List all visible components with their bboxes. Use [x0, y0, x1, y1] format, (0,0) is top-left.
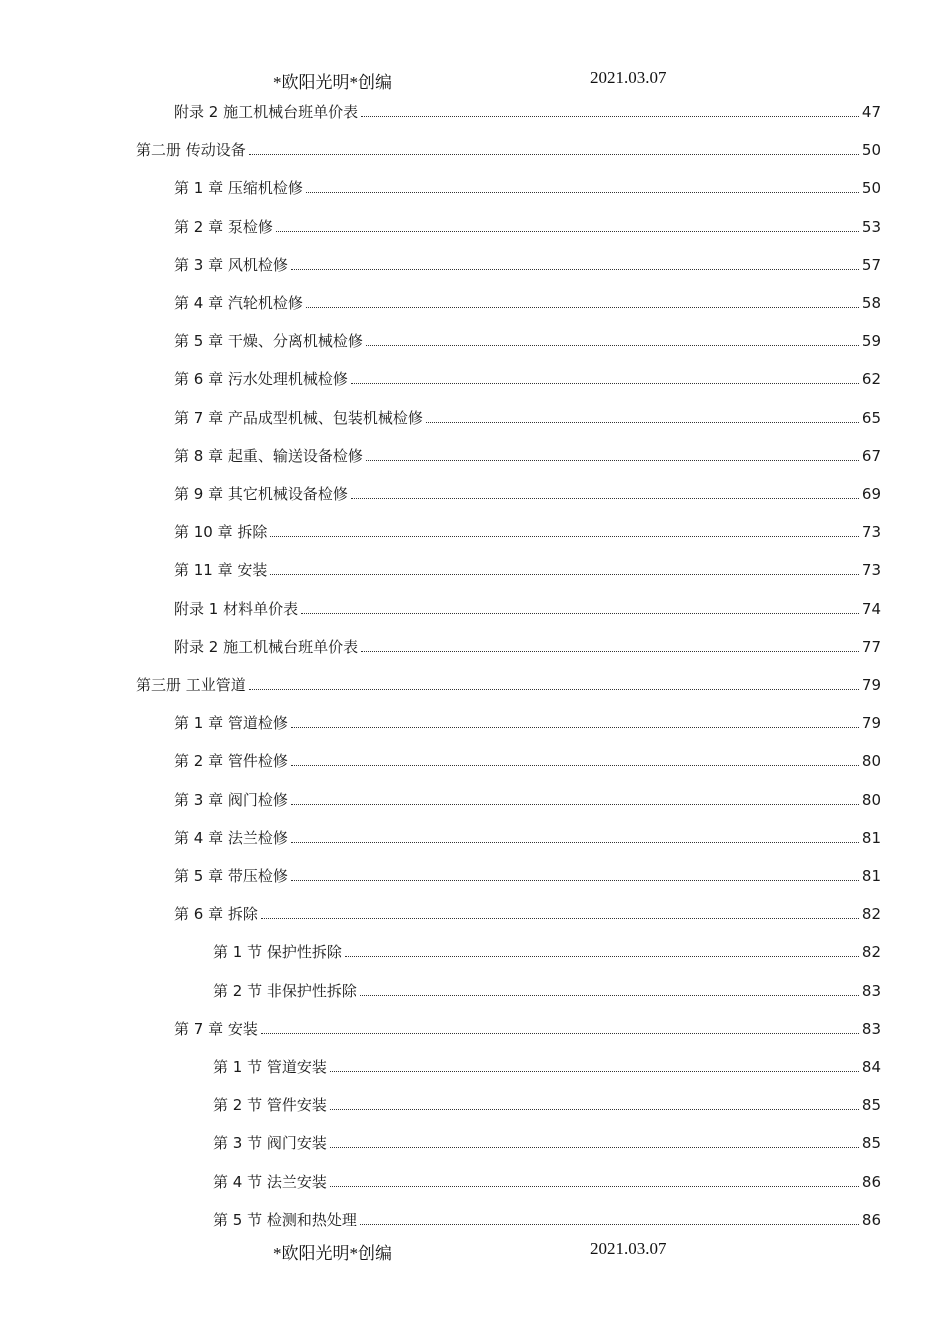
toc-dot-leader — [366, 460, 859, 461]
toc-entry — [174, 706, 881, 732]
toc-entry — [213, 935, 881, 961]
toc-dot-leader — [351, 383, 859, 384]
toc-dot-leader — [366, 345, 859, 346]
toc-entry-title: 第 7 章 产品成型机械、包装机械检修 — [174, 408, 423, 427]
toc-dot-leader — [249, 154, 859, 155]
toc-entry-page: 82 — [861, 905, 881, 924]
toc-entry-title: 附录 1 材料单价表 — [174, 599, 299, 618]
toc-entry-page: 59 — [861, 332, 881, 351]
toc-entry — [174, 171, 881, 197]
toc-entry — [174, 859, 881, 885]
toc-entry — [174, 1012, 881, 1038]
toc-entry — [174, 515, 881, 541]
toc-entry-title: 第 2 节 管件安装 — [213, 1096, 327, 1115]
toc-entry-title: 第 3 节 阀门安装 — [213, 1134, 327, 1153]
toc-entry-title: 第 5 节 检测和热处理 — [213, 1210, 357, 1229]
toc-dot-leader — [361, 116, 859, 117]
toc-entry — [174, 362, 881, 388]
toc-dot-leader — [330, 1186, 859, 1187]
toc-dot-leader — [261, 1033, 859, 1034]
toc-entry-page: 73 — [861, 561, 881, 580]
header-date: 2021.03.07 — [590, 68, 667, 87]
toc-entry — [174, 95, 881, 121]
toc-dot-leader — [301, 613, 859, 614]
page-footer — [0, 1235, 950, 1265]
toc-entry-title: 附录 2 施工机械台班单价表 — [174, 103, 359, 121]
toc-entry — [136, 133, 881, 159]
toc-dot-leader — [291, 727, 859, 728]
toc-entry-title: 第二册 传动设备 — [136, 141, 246, 160]
toc-entry — [174, 553, 881, 579]
toc-entry-page: 74 — [861, 599, 881, 618]
toc-entry-title: 第 6 章 拆除 — [174, 905, 258, 924]
page-header — [0, 64, 950, 94]
toc-entry-page: 84 — [861, 1058, 881, 1076]
toc-entry — [174, 744, 881, 770]
toc-entry-title: 第 6 章 污水处理机械检修 — [174, 370, 348, 389]
toc-entry-title: 第 7 章 安装 — [174, 1019, 258, 1038]
toc-entry-page: 86 — [861, 1210, 881, 1229]
toc-entry-page: 85 — [861, 1134, 881, 1153]
toc-entry-title: 第 1 章 压缩机检修 — [174, 179, 303, 198]
toc-entry-page: 81 — [861, 828, 881, 847]
header-author: *欧阳光明*创编 — [273, 73, 392, 92]
toc-entry — [174, 897, 881, 923]
toc-dot-leader — [291, 765, 859, 766]
toc-entry — [174, 630, 881, 656]
toc-entry-page: 73 — [861, 523, 881, 542]
toc-entry-title: 第 9 章 其它机械设备检修 — [174, 485, 348, 503]
toc-entry — [174, 592, 881, 618]
toc-entry — [213, 1126, 881, 1152]
toc-entry-page: 62 — [861, 370, 881, 389]
toc-entry — [136, 668, 881, 694]
toc-entry-title: 第 4 章 法兰检修 — [174, 828, 288, 847]
toc-entry-page: 47 — [861, 103, 881, 121]
toc-entry — [174, 477, 881, 503]
toc-dot-leader — [360, 995, 859, 996]
toc-entry-page: 69 — [861, 485, 881, 503]
toc-entry-page: 83 — [861, 981, 881, 1000]
toc-entry-title: 第 8 章 起重、输送设备检修 — [174, 446, 363, 465]
toc-entry-page: 85 — [861, 1096, 881, 1115]
footer-author: *欧阳光明*创编 — [273, 1244, 392, 1263]
toc-entry-title: 第 2 章 管件检修 — [174, 752, 288, 771]
toc-dot-leader — [270, 536, 859, 537]
toc-entry — [174, 324, 881, 350]
toc-entry — [174, 248, 881, 274]
toc-entry-page: 50 — [861, 141, 881, 160]
toc-dot-leader — [330, 1109, 859, 1110]
toc-entry — [213, 974, 881, 1000]
toc-entry-page: 57 — [861, 255, 881, 274]
toc-entry — [174, 439, 881, 465]
toc-entry — [174, 286, 881, 312]
toc-entry-title: 第 1 章 管道检修 — [174, 714, 288, 733]
toc-entry-page: 83 — [861, 1019, 881, 1038]
toc-entry-title: 第 4 节 法兰安装 — [213, 1172, 327, 1191]
toc-dot-leader — [330, 1147, 859, 1148]
toc-entry — [213, 1050, 881, 1076]
toc-entry-page: 67 — [861, 446, 881, 465]
toc-dot-leader — [360, 1224, 859, 1225]
toc-entry-title: 第 5 章 带压检修 — [174, 867, 288, 885]
toc-entry-page: 58 — [861, 294, 881, 312]
toc-entry-page: 80 — [861, 790, 881, 809]
toc-dot-leader — [306, 192, 859, 193]
toc-entry-page: 79 — [861, 676, 881, 694]
toc-entry-page: 82 — [861, 943, 881, 962]
toc-entry — [174, 401, 881, 427]
toc-dot-leader — [249, 689, 859, 690]
toc-entry-page: 79 — [861, 714, 881, 733]
footer-date: 2021.03.07 — [590, 1239, 667, 1258]
toc-dot-leader — [270, 574, 859, 575]
toc-entry-title: 第 5 章 干燥、分离机械检修 — [174, 332, 363, 351]
toc-dot-leader — [261, 918, 859, 919]
toc-dot-leader — [306, 307, 859, 308]
toc-dot-leader — [361, 651, 859, 652]
toc-dot-leader — [351, 498, 859, 499]
toc-entry-page: 81 — [861, 867, 881, 885]
toc-entry-title: 第 1 节 管道安装 — [213, 1058, 327, 1076]
toc-entry — [213, 1165, 881, 1191]
toc-dot-leader — [426, 422, 859, 423]
toc-dot-leader — [330, 1071, 859, 1072]
toc-entry-title: 第 4 章 汽轮机检修 — [174, 294, 303, 312]
toc-entry — [213, 1088, 881, 1114]
toc-entry — [174, 210, 881, 236]
toc-entry-title: 第三册 工业管道 — [136, 676, 246, 694]
toc-entry-page: 77 — [861, 637, 881, 656]
toc-dot-leader — [291, 880, 859, 881]
toc-entry — [213, 1203, 881, 1229]
toc-entry-page: 65 — [861, 408, 881, 427]
toc-dot-leader — [291, 269, 859, 270]
toc-entry — [174, 783, 881, 809]
toc-entry-title: 附录 2 施工机械台班单价表 — [174, 637, 359, 656]
toc-entry-page: 50 — [861, 179, 881, 198]
toc-dot-leader — [291, 842, 859, 843]
toc-entry-title: 第 3 章 风机检修 — [174, 255, 288, 274]
toc-entry-page: 80 — [861, 752, 881, 771]
toc-entry-title: 第 2 章 泵检修 — [174, 217, 273, 236]
toc-entry-title: 第 11 章 安装 — [174, 561, 268, 580]
toc-dot-leader — [276, 231, 859, 232]
toc-entry-title: 第 3 章 阀门检修 — [174, 790, 288, 809]
toc-entry — [174, 821, 881, 847]
toc-dot-leader — [345, 956, 859, 957]
toc-entry-title: 第 2 节 非保护性拆除 — [213, 981, 357, 1000]
toc-entry-page: 86 — [861, 1172, 881, 1191]
toc-entry-title: 第 1 节 保护性拆除 — [213, 943, 342, 962]
toc-entry-page: 53 — [861, 217, 881, 236]
toc-entry-title: 第 10 章 拆除 — [174, 523, 268, 542]
toc-dot-leader — [291, 804, 859, 805]
